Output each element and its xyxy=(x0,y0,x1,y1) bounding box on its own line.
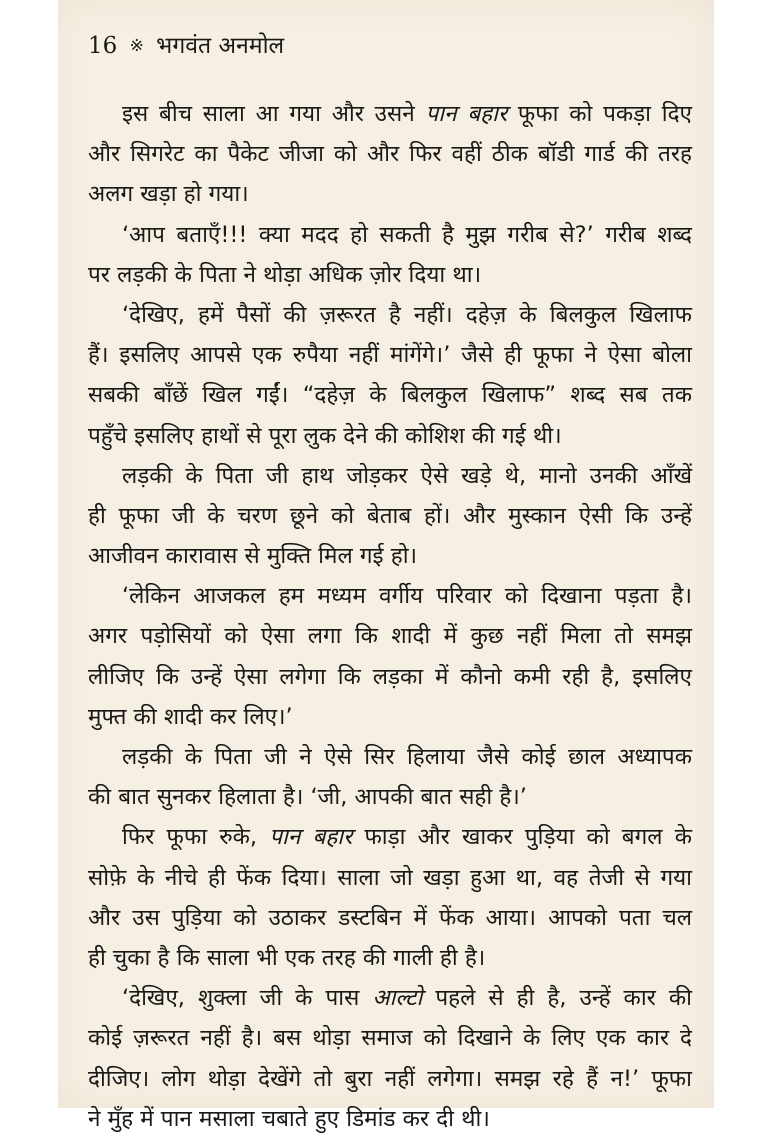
text-run: ‘लेकिन आजकल हम मध्यम वर्गीय परिवार को दिखाना पड़ता है। xyxy=(122,583,692,610)
text-run: अगर पड़ोसियों को ऐसा लगा कि शादी में कुछ नहीं मिला तो समझ xyxy=(88,623,692,650)
text-run: इस बीच साला आ गया और उसने xyxy=(122,101,426,127)
text-line xyxy=(88,737,692,777)
text-run: और सिगरेट का पैकेट जीजा को और फिर वहीं ठीक बॉडी गार्ड की तरह xyxy=(88,141,692,168)
italic-text: आल्टो xyxy=(372,985,423,1012)
text-run: फिर फूफा रुके, xyxy=(122,824,270,851)
text-run: कोई ज़रूरत नहीं है। बस थोड़ा समाज को दिखाने के लिए एक कार दे xyxy=(88,1025,692,1052)
text-line xyxy=(88,697,692,737)
text-run: लड़की के पिता जी ने ऐसे सिर हिलाया जैसे कोई छाल अध्यापक xyxy=(122,744,692,770)
text-run: और उस पुड़िया को उठाकर डस्टबिन में फेंक आया। आपको पता चल xyxy=(88,904,692,931)
text-line xyxy=(88,978,692,1018)
text-line xyxy=(88,456,692,496)
page-header xyxy=(88,28,284,60)
text-line xyxy=(88,536,692,576)
page-body xyxy=(88,94,692,1139)
text-line xyxy=(88,295,692,335)
text-line xyxy=(88,657,692,697)
page-number: 16 xyxy=(88,33,118,59)
text-line xyxy=(88,898,692,938)
text-run: फूफा को पकड़ा दिए xyxy=(507,101,692,127)
text-line xyxy=(88,174,692,214)
text-line xyxy=(88,375,692,415)
text-line xyxy=(88,1059,692,1099)
text-line xyxy=(88,616,692,656)
text-run: ‘आप बताएँ!!! क्या मदद हो सकती है मुझ गरीब से?’ गरीब शब्द xyxy=(122,221,692,248)
text-line xyxy=(88,255,692,295)
text-run: आजीवन कारावास से मुक्ति मिल गई हो। xyxy=(88,543,418,570)
italic-text: पान बहार xyxy=(269,824,353,851)
text-line xyxy=(88,215,692,255)
text-run: पहले से ही है, उन्हें कार की xyxy=(422,985,692,1012)
text-run: की बात सुनकर हिलाता है। ‘जी, आपकी बात सही है।’ xyxy=(88,784,527,811)
text-run: लड़की के पिता जी हाथ जोड़कर ऐसे खड़े थे, मानो उनकी आँखें xyxy=(122,462,692,489)
text-run: पर लड़की के पिता ने थोड़ा अधिक ज़ोर दिया था। xyxy=(88,261,482,288)
text-line xyxy=(88,858,692,898)
text-run: अलग खड़ा हो गया। xyxy=(88,181,249,208)
text-line xyxy=(88,1099,692,1139)
text-line xyxy=(88,335,692,375)
text-run: ही चुका है कि साला भी एक तरह की गाली ही है। xyxy=(88,944,486,971)
text-line xyxy=(88,416,692,456)
text-line xyxy=(88,938,692,978)
text-run: सोफ़े के नीचे ही फेंक दिया। साला जो खड़ा हुआ था, वह तेजी से गया xyxy=(88,864,692,891)
text-run: हैं। इसलिए आपसे एक रुपैया नहीं मांगेंगे।’ जैसे ही फूफा ने ऐसा बोला xyxy=(88,342,692,369)
left-margin xyxy=(0,0,58,1108)
text-line xyxy=(88,817,692,857)
running-title: भगवंत अनमोल xyxy=(156,33,285,59)
text-run: सबकी बाँछें खिल गईं। “दहेज़ के बिलकुल खिलाफ” शब्द सब तक xyxy=(88,382,692,409)
text-run: दीजिए। लोग थोड़ा देखेंगे तो बुरा नहीं लगेगा। समझ रहे हैं न!’ फूफा xyxy=(88,1065,692,1092)
text-line xyxy=(88,777,692,817)
text-line xyxy=(88,94,692,134)
italic-text: पान बहार xyxy=(425,101,508,127)
text-run: मुफ्त की शादी कर लिए।’ xyxy=(88,703,293,730)
right-margin xyxy=(714,0,780,1108)
text-line xyxy=(88,576,692,616)
text-run: ने मुँह में पान मसाला चबाते हुए डिमांड कर दी थी। xyxy=(88,1105,490,1132)
text-run: ही फूफा जी के चरण छूने को बेताब हों। और मुस्कान ऐसी कि उन्हें xyxy=(88,502,692,529)
text-run: लीजिए कि उन्हें ऐसा लगेगा कि लड़का में कौनो कमी रही है, इसलिए xyxy=(88,663,692,690)
text-line xyxy=(88,134,692,174)
text-run: ‘देखिए, हमें पैसों की ज़रूरत है नहीं। दहेज़ के बिलकुल खिलाफ xyxy=(122,301,692,328)
text-run: ‘देखिए, शुक्ला जी के पास xyxy=(122,985,373,1012)
text-run: फाड़ा और खाकर पुड़िया को बगल के xyxy=(352,824,692,851)
text-line xyxy=(88,1018,692,1058)
text-run: पहुँचे इसलिए हाथों से पूरा लुक देने की कोशिश की गई थी। xyxy=(88,422,562,449)
header-separator: ※ xyxy=(129,36,144,56)
text-line xyxy=(88,496,692,536)
